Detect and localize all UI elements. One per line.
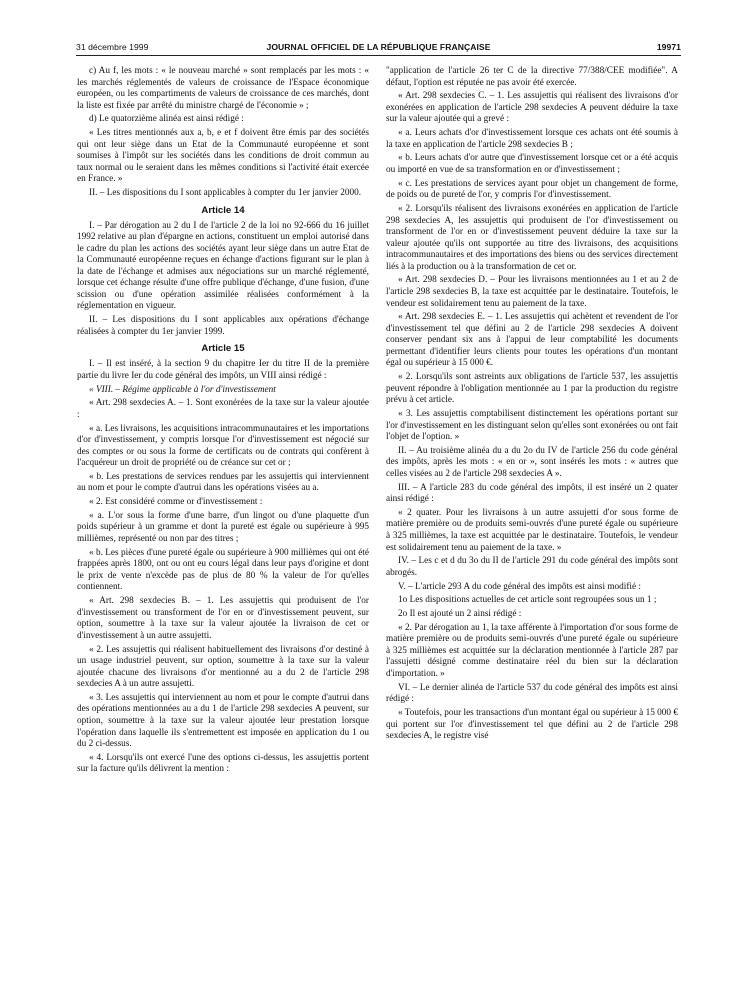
right-column (386, 66, 678, 745)
paragraph: « b. Leurs achats d'or autre que d'investissement lorsque cet or a été acquis ou importé en vue de sa transformation en or d'investissement ; (386, 153, 678, 175)
paragraph: « 3. Les assujettis comptabilisent distinctement les opérations portant sur l'or d'investissement en les distinguant selon qu'elles sont exonérées ou ont fait l'objet de l'option. » (386, 409, 678, 443)
paragraph: c) Au f, les mots : « le nouveau marché » sont remplacés par les mots : « les marchés réglementés de valeurs de croissance de l'Espace économique européen, ou les compartiments de valeurs de croissance de ces marchés, dont la liste est fixée par arrêté du ministre chargé de l'économie » ; (77, 66, 369, 111)
paragraph: II. – Les dispositions du I sont applicables à compter du 1er janvier 2000. (89, 188, 362, 199)
article-heading: Article 15 (201, 343, 245, 355)
paragraph: « Art. 298 sexdecies D. – Pour les livraisons mentionnées au 1 et au 2 de l'article 298 sexdecies B, la taxe est acquittée par le destinataire. Toutefois, le vendeur est solidairement tenu au paiement de la taxe. (386, 275, 678, 309)
paragraph: 1o Les dispositions actuelles de cet article sont regroupées sous un 1 ; (398, 595, 657, 606)
paragraph: « 2. Lorsqu'ils sont astreints aux obligations de l'article 537, les assujettis peuvent répondre à l'obligation mentionnée au 1 par la production du registre prévu à cet article. (386, 372, 678, 406)
paragraph: « 2. Est considéré comme or d'investissement : (89, 497, 263, 508)
paragraph: VI. – Le dernier alinéa de l'article 537 du code général des impôts est ainsi rédigé : (386, 682, 678, 705)
paragraph: III. – A l'article 283 du code général des impôts, il est inséré un 2 quater ainsi rédigé : (386, 482, 678, 505)
paragraph: « Art. 298 sexdecies A. – 1. Sont exonérées de la taxe sur la valeur ajoutée : (77, 398, 369, 420)
paragraph: « Art. 298 sexdecies B. – 1. Les assujettis qui produisent de l'or d'investissement ou transforment de l'or en or d'investissement peuvent, sur option, soumettre à la taxe sur la valeur ajoutée la livraison de cet or d'investissement à un autre assujetti. (77, 596, 369, 641)
paragraph: « 3. Les assujettis qui interviennent au nom et pour le compte d'autrui dans des opérations mentionnées au a du 1 de l'article 298 sexdecies A peuvent, sur option, soumettre à la taxe sur la valeur ajoutée leur prestation lorsque l'opération dans laquelle ils s'entremettent est imposée en application du 1 ou du 2 ci-dessus. (77, 692, 369, 750)
issue-date: 31 décembre 1999 (76, 42, 149, 52)
paragraph: 2o Il est ajouté un 2 ainsi rédigé : (398, 609, 522, 620)
page-header (76, 42, 681, 56)
section-title: « VIII. – Régime applicable à l'or d'investissement (89, 384, 276, 395)
paragraph: "application de l'article 26 ter C de la directive 77/388/CEE modifiée". A défaut, l'option est réputée ne pas avoir été exercée. (386, 66, 678, 88)
paragraph: « a. Les livraisons, les acquisitions intracommunautaires et les importations d'or d'investissement, y compris lorsque l'or d'investissement est négocié sur des comptes or ou sous la forme de certificats ou de contrats qui confèrent à l'acquéreur un droit de propriété ou de créance sur cet or ; (77, 423, 369, 469)
page-number: 19971 (656, 42, 681, 52)
paragraph: « a. Leurs achats d'or d'investissement lorsque ces achats ont été soumis à la taxe en application de l'article 298 sexdecies B ; (386, 128, 678, 150)
paragraph: I. – Il est inséré, à la section 9 du chapitre Ier du titre II de la première partie du livre Ier du code général des impôts, un VIII ainsi rédigé : (77, 359, 369, 381)
paragraph: « b. Les pièces d'une pureté égale ou supérieure à 900 millièmes qui ont été frappées après 1800, ont ou ont eu cours légal dans leur pays d'origine et dont le prix de vente n'excède pas de plus de 80 % la valeur de l'or qu'elles contiennent. (77, 547, 369, 593)
paragraph: I. – Par dérogation au 2 du I de l'article 2 de la loi no 92-666 du 16 juillet 1992 relative au plan d'épargne en actions, constituent un emploi autorisé dans le cadre du plan les actions des sociétés ayant leur siège dans un autre Etat de la Communauté européenne reçues en échange d'actions figurant sur le plan à la date de l'échange et admises aux négociations sur un marché réglementé, lorsque cet échange résulte d'une offre publique d'échange, d'une fusion, d'une scission ou d'une opération assimilée réalisées conformément à la réglementation en vigueur. (77, 220, 369, 312)
paragraph: « Art. 298 sexdecies C. – 1. Les assujettis qui réalisent des livraisons d'or exonérées en application de l'article 298 sexdecies A peuvent déduire la taxe sur la valeur ajoutée qui a grevé : (386, 91, 678, 125)
paragraph: « Toutefois, pour les transactions d'un montant égal ou supérieur à 15 000 € qui portent sur l'or d'investissement tel que défini au 2 de l'article 298 sexdecies A, le registre visé (386, 708, 678, 742)
paragraph: « 2. Par dérogation au 1, la taxe afférente à l'importation d'or sous forme de matière première ou de produits semi-ouvrés d'une pureté égale ou supérieure à 325 millièmes est acquittée sur la déclaration mentionnée à l'article 287 par l'assujetti désigné comme destinataire réel du bien sur la déclaration d'importation. » (386, 622, 678, 679)
journal-title: JOURNAL OFFICIEL DE LA RÉPUBLIQUE FRANÇAISE (266, 42, 491, 52)
paragraph: « 2. Lorsqu'ils réalisent des livraisons exonérées en application de l'article 298 sexdecies A, les assujettis qui produisent de l'or d'investissement ou transforment de l'or en or d'investissement peuvent déduire la taxe sur la valeur ajoutée qu'ils ont supportée au titre des livraisons, des acquisitions intracommunautaires et des importations des biens ou des services directement liés à la production ou à la transformation de cet or. (386, 203, 678, 272)
paragraph: « 2. Les assujettis qui réalisent habituellement des livraisons d'or destiné à un usage industriel peuvent, sur option, soumettre à la taxe sur la valeur ajoutée chacune des livraisons d'or mentionné au a du 2 de l'article 298 sexdecies A à un autre assujetti. (77, 644, 369, 690)
paragraph: « Art. 298 sexdecies E. – 1. Les assujettis qui achètent et revendent de l'or d'investissement tel que défini au 2 de l'article 298 sexdecies A doivent conserver pendant six ans à l'appui de leur comptabilité les documents permettant d'identifier leurs clients pour toutes les opérations d'un montant égal ou supérieur à 15 000 €. (386, 312, 678, 369)
paragraph: « 2 quater. Pour les livraisons à un autre assujetti d'or sous forme de matière première ou de produits semi-ouvrés d'une pureté égale ou supérieure à 325 millièmes, la taxe est acquittée par le destinataire. Toutefois, le vendeur est solidairement tenu au paiement de la taxe. » (386, 507, 678, 553)
article-heading: Article 14 (201, 204, 245, 216)
paragraph: II. – Au troisième alinéa du a du 2o du IV de l'article 256 du code général des impôts, après les mots : « en or », sont insérés les mots : « autres que celles visées au 2 de l'article 298 sexdecies A ». (386, 445, 678, 479)
paragraph: V. – L'article 293 A du code général des impôts est ainsi modifié : (398, 581, 641, 592)
paragraph: « a. L'or sous la forme d'une barre, d'un lingot ou d'une plaquette d'un poids supérieur à un gramme et dont la pureté est égale ou supérieure à 995 millièmes, représenté ou non par des titres ; (77, 510, 369, 545)
paragraph: « 4. Lorsqu'ils ont exercé l'une des options ci-dessus, les assujettis portent sur la facture qu'ils délivrent la mention : (77, 752, 369, 775)
paragraph: « Les titres mentionnés aux a, b, e et f doivent être émis par des sociétés qui ont leur siège dans un Etat de la Communauté européenne et sont soumises à l'impôt sur les sociétés dans les conditions de droit commun au taux normal ou le seraient dans les mêmes conditions si l'activité était exercée en France. » (77, 128, 369, 185)
paragraph: « c. Les prestations de services ayant pour objet un changement de forme, de poids ou de pureté de l'or, y compris l'or d'investissement. (386, 178, 678, 201)
paragraph: d) Le quatorzième alinéa est ainsi rédigé : (89, 114, 244, 125)
paragraph: IV. – Les c et d du 3o du II de l'article 291 du code général des impôts sont abrogés. (386, 556, 678, 578)
left-column (77, 66, 369, 778)
paragraph: « b. Les prestations de services rendues par les assujettis qui interviennent au nom et pour le compte d'autrui dans les opérations visées au a. (77, 471, 369, 494)
header-rule (76, 55, 681, 56)
paragraph: II. – Les dispositions du I sont applicables aux opérations d'échange réalisées à compter du 1er janvier 1999. (77, 315, 369, 337)
